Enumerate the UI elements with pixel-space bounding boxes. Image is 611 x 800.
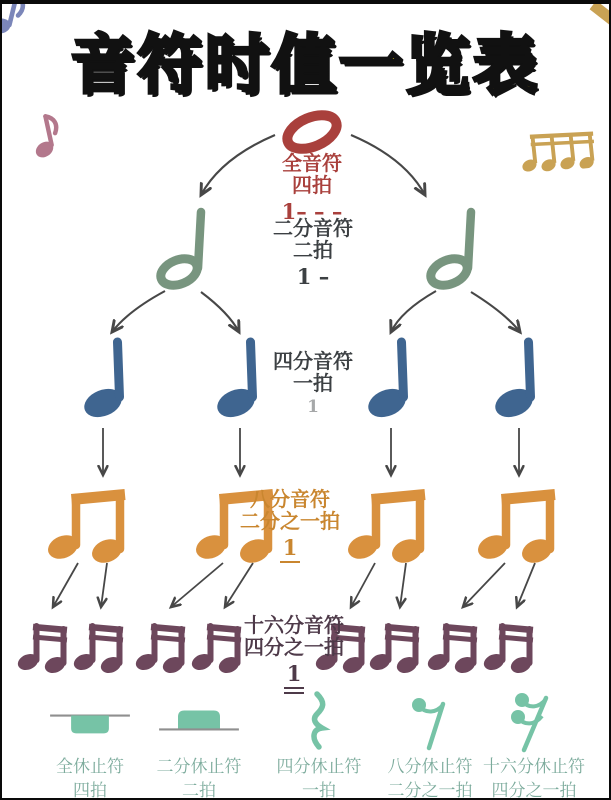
half-rest-icon (157, 702, 241, 738)
half-note-label (273, 218, 353, 288)
note-name: 十六分音符 (244, 615, 344, 637)
sixteenth-note-pair-icon (483, 618, 537, 674)
flow-arrow (101, 563, 107, 607)
rest-beats: 四拍 (73, 780, 107, 800)
note-notation: 1 (280, 535, 301, 563)
half-rest-label (157, 755, 242, 800)
rest-name: 十六分休止符 (483, 757, 585, 776)
quarter-rest-label (277, 755, 362, 800)
note-name: 全音符 (281, 153, 342, 175)
flow-arrow (171, 563, 223, 607)
eighth-rest-icon (409, 694, 451, 752)
rest-beats: 一拍 (302, 780, 336, 800)
rest-beats: 二分之一拍 (387, 780, 473, 800)
flow-arrow (391, 291, 436, 332)
note-beats: 二分之一拍 (240, 511, 340, 534)
flow-arrow (517, 563, 535, 607)
quarter-note-icon (367, 335, 415, 419)
note-notation: 1 – (296, 263, 330, 289)
flow-arrow (201, 292, 239, 332)
rest-name: 全休止符 (56, 757, 124, 776)
half-note-icon (155, 204, 211, 290)
flow-arrow (400, 563, 406, 607)
eighth-note-pair-icon (46, 483, 138, 563)
quarter-note-label (273, 351, 353, 417)
rest-name: 二分休止符 (156, 757, 242, 776)
quarter-note-icon (494, 335, 542, 419)
note-beats: 二拍 (293, 240, 333, 263)
sixteenth-note-pair-icon (369, 618, 423, 674)
sixteenth-note-pair-icon (191, 618, 245, 674)
deco-beamed-notes-icon (517, 122, 601, 175)
quarter-note-icon (83, 335, 131, 419)
page-title: 音符时值一览表 (71, 29, 540, 101)
note-name: 二分音符 (273, 218, 353, 240)
sixteenth-note-pair-icon (427, 618, 481, 674)
flow-arrow (471, 292, 520, 332)
sixteenth-note-pair-icon (17, 618, 71, 674)
flow-arrow (351, 135, 425, 195)
eighth-note-pair-icon (346, 483, 438, 563)
sixteenth-note-label (244, 615, 344, 685)
sixteenth-note-pair-icon (135, 618, 189, 674)
note-beats: 四拍 (291, 175, 332, 198)
quarter-rest-icon (304, 691, 334, 753)
whole-note-icon (278, 109, 346, 155)
note-name: 四分音符 (273, 351, 353, 373)
note-notation: 1 (307, 396, 319, 417)
eighth-note-pair-icon (476, 483, 568, 563)
whole-rest-label (56, 755, 124, 800)
flow-arrow (351, 563, 375, 607)
whole-rest-icon (48, 707, 132, 743)
note-notation: 1– – – (281, 198, 343, 224)
note-name: 八分音符 (250, 489, 330, 511)
quarter-note-icon (216, 335, 264, 419)
deco-eighth-note-icon (25, 106, 72, 161)
rest-name: 四分休止符 (276, 757, 362, 776)
eighth-note-label (240, 489, 340, 559)
rest-beats: 四分之一拍 (491, 780, 577, 800)
eighth-rest-label (388, 755, 473, 800)
sixteenth-rest-label (483, 755, 585, 800)
flow-arrow (53, 563, 78, 607)
flow-arrow (112, 291, 165, 332)
flow-arrow (463, 563, 505, 607)
sixteenth-rest-icon (509, 690, 561, 754)
flow-arrow (225, 563, 253, 607)
rest-beats: 二拍 (182, 780, 216, 800)
sixteenth-note-pair-icon (73, 618, 127, 674)
note-beats: 一拍 (293, 373, 333, 396)
whole-note-label (282, 153, 343, 223)
half-note-icon (425, 204, 481, 290)
flow-arrow (201, 135, 275, 195)
rest-name: 八分休止符 (387, 757, 473, 776)
note-notation: 1 (284, 661, 305, 694)
note-beats: 四分之一拍 (244, 637, 344, 660)
